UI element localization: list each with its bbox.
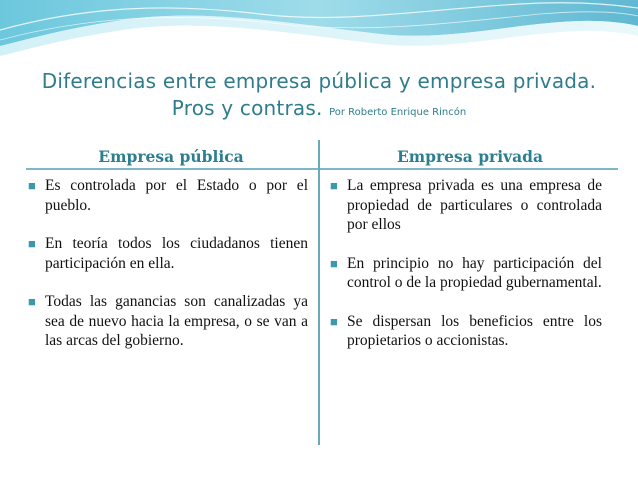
public-list	[28, 176, 308, 351]
list-item-text: En teoría todos los ciudadanos tienen participación en ella.	[45, 235, 308, 272]
square-bullet-icon: ■	[28, 294, 36, 309]
list-item-text: La empresa privada es una empresa de propiedad de particulares o controlada por ellos	[347, 177, 602, 233]
square-bullet-icon: ■	[28, 236, 36, 251]
title-line-2	[20, 95, 618, 126]
decorative-wave-header	[0, 0, 638, 60]
list-item	[28, 234, 308, 273]
author-credit: Por Roberto Enrique Rincón	[329, 107, 467, 118]
list-item-text: En principio no hay participación del control o de la propiedad gubernamental.	[347, 254, 602, 291]
list-item-text: Es controlada por el Estado o por el pueblo.	[45, 177, 308, 214]
slide-title	[20, 68, 618, 126]
list-item	[28, 292, 308, 351]
list-item	[330, 176, 602, 235]
square-bullet-icon: ■	[330, 313, 338, 329]
title-line-1: Diferencias entre empresa pública y empresa privada.	[41, 69, 597, 93]
list-item	[330, 254, 602, 293]
list-item	[28, 176, 308, 215]
square-bullet-icon: ■	[330, 255, 338, 271]
title-line-2-text: Pros y contras.	[171, 96, 323, 120]
list-item	[330, 312, 602, 351]
square-bullet-icon: ■	[28, 178, 36, 193]
list-item-text: Todas las ganancias son canalizadas ya sea de nuevo hacia la empresa, o se van a las arcas del gobierno.	[45, 293, 308, 349]
column-divider	[318, 140, 320, 445]
column-heading-public: Empresa pública	[98, 147, 244, 166]
header-divider	[26, 168, 618, 170]
column-heading-private: Empresa privada	[396, 147, 544, 166]
list-item-text: Se dispersan los beneficios entre los propietarios o accionistas.	[347, 312, 602, 349]
private-list	[330, 176, 602, 351]
square-bullet-icon: ■	[330, 178, 338, 193]
